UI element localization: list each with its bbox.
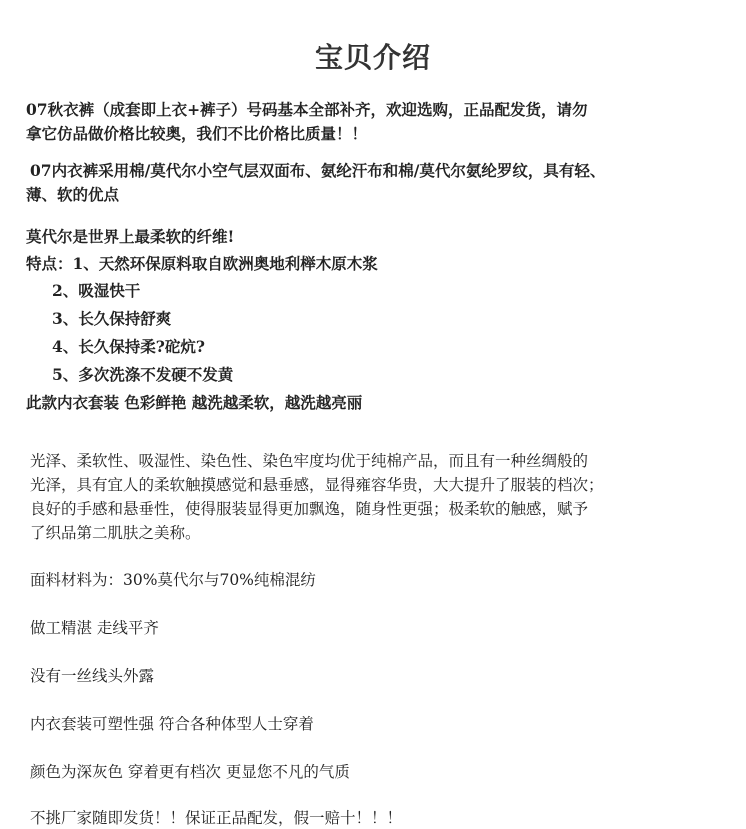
features-first-line (26, 253, 378, 275)
shaping-line: 内衣套装可塑性强 符合各种体型人士穿着 (30, 715, 314, 733)
guarantee-line: 不挑厂家随即发货！！保证正品配发，假一赔十！！！ (30, 809, 403, 827)
intro-line-1: 07秋衣裤（成套即上衣+裤子）号码基本全部补齐，欢迎选购，正品配发货，请勿 (26, 100, 588, 119)
feature-item-5: 5、多次洗涤不发硬不发黄 (52, 365, 234, 384)
intro-line-2: 拿它仿品做价格比较奥，我们不比价格比质量！！ (26, 124, 368, 143)
workmanship-line: 做工精湛 走线平齐 (30, 619, 159, 637)
feature-item-2: 2、吸湿快干 (52, 281, 141, 300)
properties-line-4: 了织品第二肌肤之美称。 (30, 524, 201, 542)
feature-item-1: 1、天然环保原料取自欧洲奥地利榉木原木浆 (72, 254, 378, 273)
material-line-1: 07内衣裤采用棉/莫代尔小空气层双面布、氨纶汗布和棉/莫代尔氨纶罗纹，具有轻、 (30, 161, 606, 180)
feature-item-4: 4、长久保持柔?砣炕? (52, 337, 205, 356)
material-line-2: 薄、软的优点 (26, 185, 120, 204)
properties-line-2: 光泽，具有宜人的柔软触摸感觉和悬垂感，显得雍容华贵，大大提升了服装的档次； (30, 476, 604, 494)
feature-item-3: 3、长久保持舒爽 (52, 309, 172, 328)
set-description-line: 此款内衣套装 色彩鲜艳 越洗越柔软，越洗越亮丽 (26, 393, 363, 412)
page-title: 宝贝介绍 (314, 41, 431, 74)
features-label: 特点： (26, 254, 73, 273)
properties-line-3: 良好的手感和悬垂性，使得服装显得更加飘逸，随身性更强；极柔软的触感，赋予 (30, 500, 589, 518)
threads-line: 没有一丝线头外露 (30, 667, 155, 685)
modal-fiber-line: 莫代尔是世界上最柔软的纤维! (26, 227, 235, 246)
color-description-line: 颜色为深灰色 穿着更有档次 更显您不凡的气质 (30, 763, 350, 781)
fabric-composition-line: 面料材料为：30%莫代尔与70%纯棉混纺 (30, 571, 316, 589)
properties-line-1: 光泽、柔软性、吸湿性、染色性、染色牢度均优于纯棉产品，而且有一种丝绸般的 (30, 452, 589, 470)
